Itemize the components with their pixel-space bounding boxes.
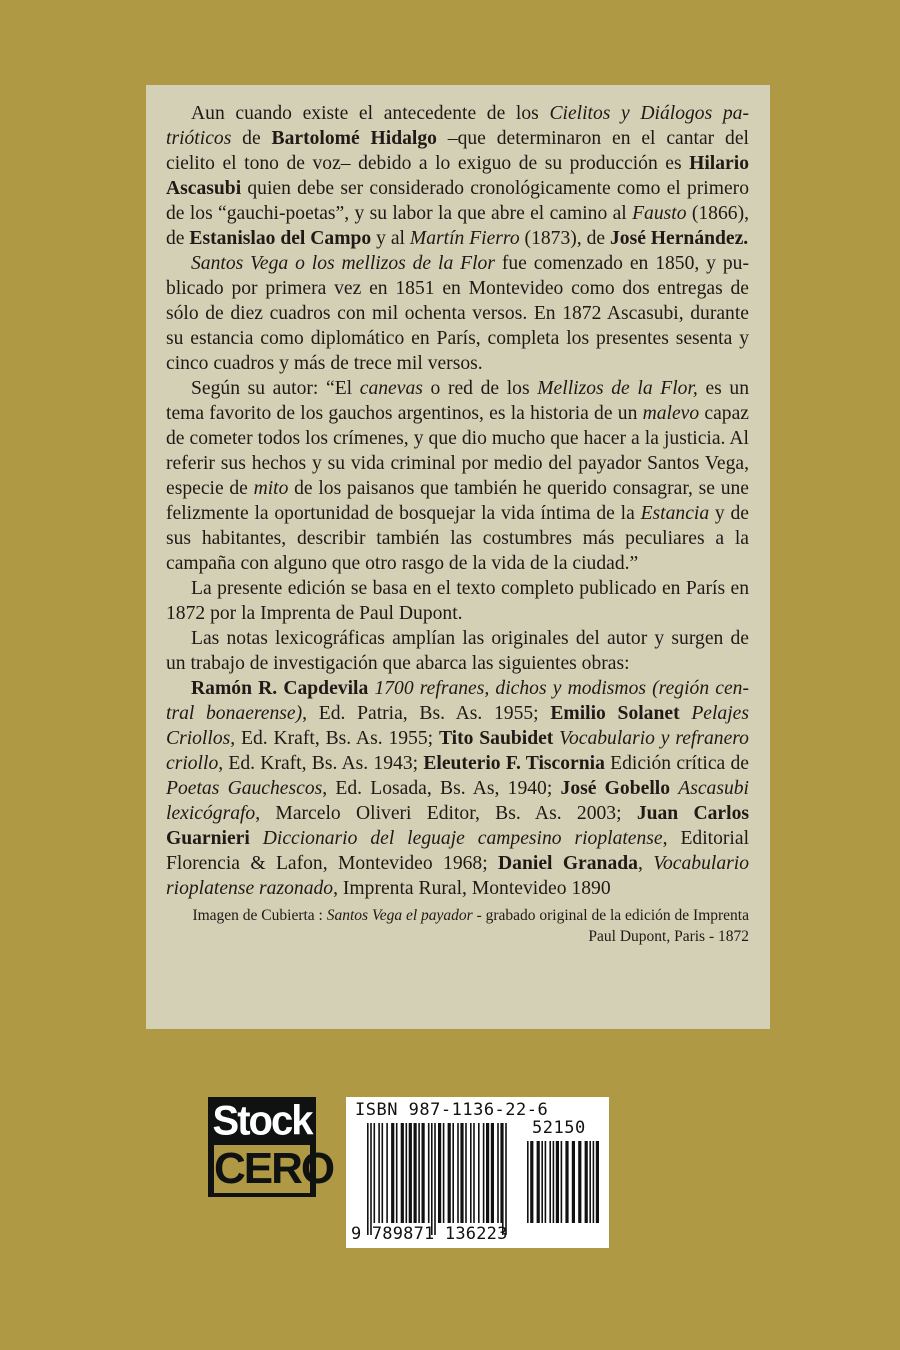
paragraph-author-quote — [166, 376, 749, 576]
barcode-guard-bar — [370, 1123, 372, 1235]
barcode-bar — [448, 1123, 451, 1223]
text-run: La presente edición se basa en el texto completo publicado en París en 1872 por la Imprenta de Paul Dupont. — [166, 578, 749, 624]
text-run: Mellizos de la Flor, — [537, 378, 698, 399]
barcode-guard-bar — [431, 1123, 433, 1235]
text-run: o red de los — [422, 378, 538, 399]
text-run: Santos Vega el payador — [326, 907, 473, 924]
text-run: Diccionario del leguaje campesino rioplatense — [262, 828, 663, 849]
barcode-guard-bar — [502, 1123, 504, 1235]
barcode-addon-bar — [561, 1141, 563, 1223]
text-run: de — [231, 128, 272, 149]
text-run: Pelajes Criollos — [166, 703, 749, 749]
text-run: fue comenzado en 1850, y publicado por primera vez en 1851 en Montevideo como dos entregas de sólo de diez cuadros con mil ochenta versos. En 1872 Ascasubi, durante su estancia como diplomático en París, completa los presentes sesenta y cinco cuadros y más de trece mil versos. — [166, 253, 749, 374]
text-run: Bartolomé Hidalgo — [271, 128, 437, 149]
isbn-label: ISBN 987-1136-22-6 — [355, 1100, 549, 1120]
text-run: Tito Saubidet — [438, 728, 554, 749]
barcode-bar — [491, 1123, 494, 1223]
text-run: quien debe ser considerado cronológicamente como el primero de los “gauchi-poetas”, y su labor la que abre el camino al — [166, 178, 749, 224]
barcode-bar — [378, 1123, 380, 1223]
barcode-addon-bar — [556, 1141, 559, 1223]
text-run: , Editorial Florencia & Lafon, Montevideo 1968; — [166, 828, 750, 874]
text-run: , Imprenta Rural, Montevideo 1890 — [333, 878, 611, 899]
barcode-bar — [500, 1123, 502, 1223]
text-run: y de sus habitantes, describir también las costumbres más peculiares a la campaña con alguno que otro rasgo de la vida de la ciudad.” — [166, 503, 749, 574]
barcode-addon-bar — [578, 1141, 581, 1223]
paragraph-publication — [166, 251, 749, 376]
barcode-bar — [409, 1123, 412, 1223]
barcode-addon-bar — [541, 1141, 543, 1223]
barcode-guard-bar — [434, 1123, 436, 1235]
barcode-bar — [391, 1123, 394, 1223]
text-run — [250, 828, 263, 849]
barcode-ean-digits: 9 789871 136223 — [351, 1224, 508, 1244]
logo-word-stock: Stock — [212, 1097, 312, 1145]
text-run: es un tema favorito de los gauchos argentinos, es la historia de un — [166, 378, 750, 424]
text-run: - grabado original de la edición de Imprenta Paul Dupont, Paris - 1872 — [472, 907, 749, 945]
barcode-addon-bar — [530, 1141, 533, 1223]
text-run: Cielitos y Diálogos patrióticos — [166, 103, 749, 149]
barcode-bar — [460, 1123, 463, 1223]
text-run: Imagen de Cubierta : — [192, 907, 327, 924]
barcode-bar — [406, 1123, 408, 1223]
paragraph-bibliography — [166, 676, 749, 901]
barcode-guard-bar — [505, 1123, 507, 1235]
text-run: –que determinaron en el cantar del cielito el tono de voz– debido a lo exiguo de su producción es — [166, 128, 749, 174]
text-run: Hilario Ascasubi — [166, 153, 749, 199]
barcode-guard-bar — [367, 1123, 369, 1235]
logo-word-cero: CERO — [214, 1144, 334, 1193]
text-run: , Ed. Losada, Bs. As, 1940; — [322, 778, 561, 799]
text-run: canevas — [359, 378, 423, 399]
text-run: mito — [253, 478, 289, 499]
text-run — [680, 703, 692, 724]
barcode-addon-bar — [565, 1141, 568, 1223]
barcode-bar — [401, 1123, 404, 1223]
barcode-bar — [414, 1123, 417, 1223]
barcode-bar — [428, 1123, 430, 1223]
barcode-bar — [438, 1123, 441, 1223]
text-run: Según su autor: “El — [191, 378, 360, 399]
text-run: , — [637, 853, 654, 874]
barcode-bar — [418, 1123, 420, 1223]
barcode-addon-bar — [572, 1141, 575, 1223]
text-run: Aun cuando existe el antecedente de los — [191, 103, 550, 124]
text-run: Juan Carlos Guarnieri — [166, 803, 749, 849]
text-run: Edición crítica de — [604, 753, 749, 774]
barcode-addon-bar — [585, 1141, 588, 1223]
barcode-addon-bar — [553, 1141, 555, 1223]
barcode-bar — [374, 1123, 376, 1223]
barcode-bar — [382, 1123, 384, 1223]
text-run — [670, 778, 678, 799]
text-run: Martín Fierro — [409, 228, 520, 249]
text-run: y al — [371, 228, 410, 249]
barcode-bar — [443, 1123, 445, 1223]
text-run: malevo — [642, 403, 700, 424]
stockcero-logo — [208, 1097, 334, 1197]
barcode-bar — [386, 1123, 388, 1223]
isbn-barcode — [346, 1097, 609, 1248]
barcode-bar — [497, 1123, 499, 1223]
text-run: de los paisanos que también he querido consagrar, se une felizmente la oportunidad de bosquejar la vida íntima de la — [166, 478, 749, 524]
text-run: Fausto — [632, 203, 687, 224]
barcode-bar — [473, 1123, 475, 1223]
text-run: Vocabulario y refranero criollo — [166, 728, 749, 774]
text-run: , Ed. Kraft, Bs. As. 1955; — [230, 728, 439, 749]
barcode-bar — [486, 1123, 489, 1223]
barcode-bar — [483, 1123, 485, 1223]
paragraph-edition — [166, 576, 749, 626]
barcode-addon-bar — [545, 1141, 547, 1223]
barcode-addon-bar — [593, 1141, 595, 1223]
barcode-addon-bar — [549, 1141, 551, 1223]
text-run: Las notas lexicográficas amplían las originales del autor y surgen de un trabajo de investigación que abarca las siguientes obras: — [166, 628, 749, 674]
text-run: capaz de cometer todos los crímenes, y que dio mucho que hacer a la justicia. Al referir sus hechos y su vida criminal por medio del payador Santos Vega, especie de — [166, 403, 749, 499]
barcode-addon-digits: 52150 — [532, 1118, 586, 1138]
text-run: Ascasubi lexicógrafo — [166, 778, 749, 824]
text-run: (1866), de — [166, 203, 749, 249]
text-run: , Ed. Patria, Bs. As. 1955; — [302, 703, 551, 724]
barcode-addon-bar — [537, 1141, 540, 1223]
barcode-bar — [396, 1123, 398, 1223]
text-run: Estancia — [640, 503, 710, 524]
barcode-bar — [457, 1123, 459, 1223]
barcode-bar — [452, 1123, 454, 1223]
text-run: 1700 refranes, dichos y modismos (región central bonaerense) — [166, 678, 749, 724]
barcode-bar — [470, 1123, 472, 1223]
text-run: José Gobello — [560, 778, 670, 799]
text-run: (1873), de — [519, 228, 610, 249]
paragraph-intro — [166, 101, 749, 251]
barcode-addon-bar — [527, 1141, 529, 1223]
text-run: Ramón R. Capdevila — [191, 678, 369, 699]
text-run: Eleuterio F. Tiscornia — [423, 753, 605, 774]
text-run: Emilio Solanet — [550, 703, 680, 724]
text-run: Poetas Gauchescos — [166, 778, 323, 799]
barcode-bar — [465, 1123, 467, 1223]
back-cover-text-panel — [146, 85, 770, 1029]
barcode-addon-bar — [589, 1141, 591, 1223]
paragraph-notes — [166, 626, 749, 676]
barcode-addon-bar — [596, 1141, 599, 1223]
barcode-bar — [422, 1123, 425, 1223]
barcode-bar — [478, 1123, 480, 1223]
text-run: Vocabulario rioplatense razonado — [166, 853, 750, 899]
text-run: José Hernández. — [609, 228, 749, 249]
text-run: , Marcelo Oliveri Editor, Bs. As. 2003; — [255, 803, 637, 824]
text-run: Daniel Granada — [498, 853, 638, 874]
text-run: Santos Vega o los mellizos de la Flor — [191, 253, 495, 274]
cover-image-credit — [166, 905, 749, 947]
text-run: , Ed. Kraft, Bs. As. 1943; — [218, 753, 424, 774]
text-run: Estanislao del Campo — [189, 228, 372, 249]
